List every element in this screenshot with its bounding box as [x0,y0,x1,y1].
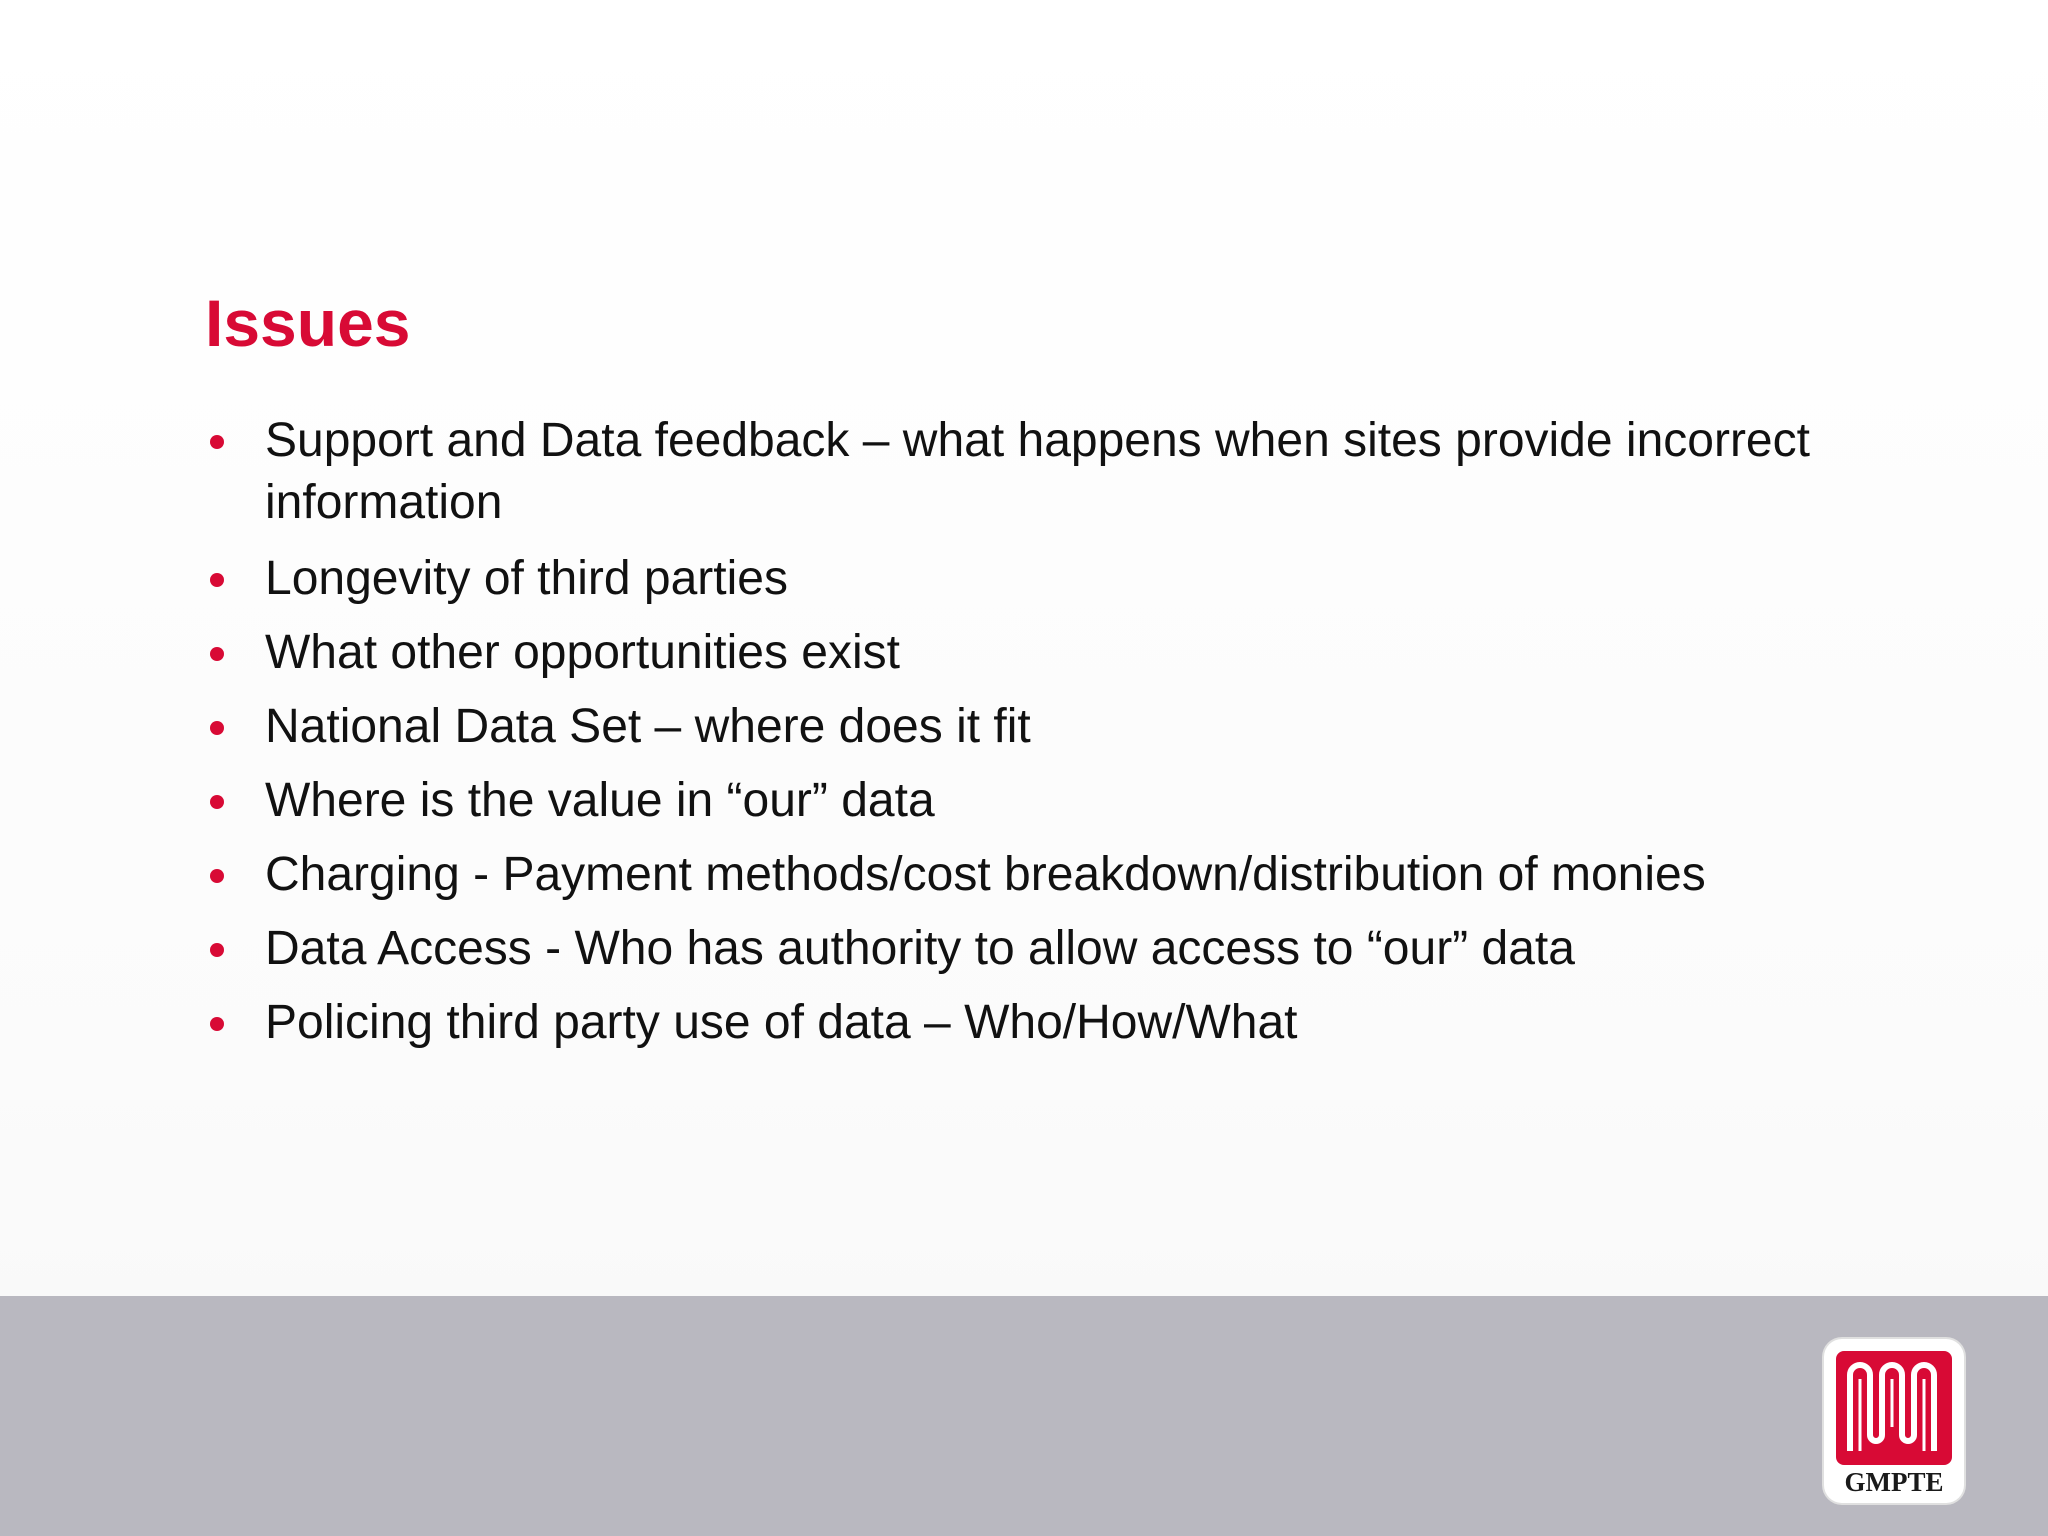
bullet-text: What other opportunities exist [265,626,900,679]
bullet-item [205,622,1925,684]
gmpte-logo [1824,1339,1964,1503]
gmpte-logo-text: GMPTE [1844,1467,1944,1497]
bullet-text: National Data Set – where does it fit [265,700,1031,753]
bullet-list [205,410,1925,1066]
bullet-text: Support and Data feedback – what happens when sites provide incorrect information [265,414,1810,529]
bullet-dot-icon [210,943,224,957]
slide-title: Issues [205,286,411,360]
bullet-dot-icon [210,721,224,735]
gmpte-logo-icon [1836,1351,1952,1465]
bullet-dot-icon [210,869,224,883]
bullet-item [205,410,1925,534]
bullet-dot-icon [210,573,224,587]
bullet-text: Data Access - Who has authority to allow access to “our” data [265,922,1575,975]
bullet-item [205,770,1925,832]
bullet-dot-icon [210,647,224,661]
bullet-text: Policing third party use of data – Who/How/What [265,996,1298,1049]
bullet-item [205,918,1925,980]
bullet-text: Where is the value in “our” data [265,774,935,827]
bullet-dot-icon [210,1017,224,1031]
bullet-text: Charging - Payment methods/cost breakdown/distribution of monies [265,848,1706,901]
gmpte-logo-mark-icon [1836,1351,1952,1465]
bullet-item [205,548,1925,610]
bullet-item [205,844,1925,906]
bullet-item [205,696,1925,758]
bullet-dot-icon [210,435,224,449]
footer-band [0,1296,2048,1536]
bullet-dot-icon [210,795,224,809]
bullet-item [205,992,1925,1054]
bullet-text: Longevity of third parties [265,552,788,605]
